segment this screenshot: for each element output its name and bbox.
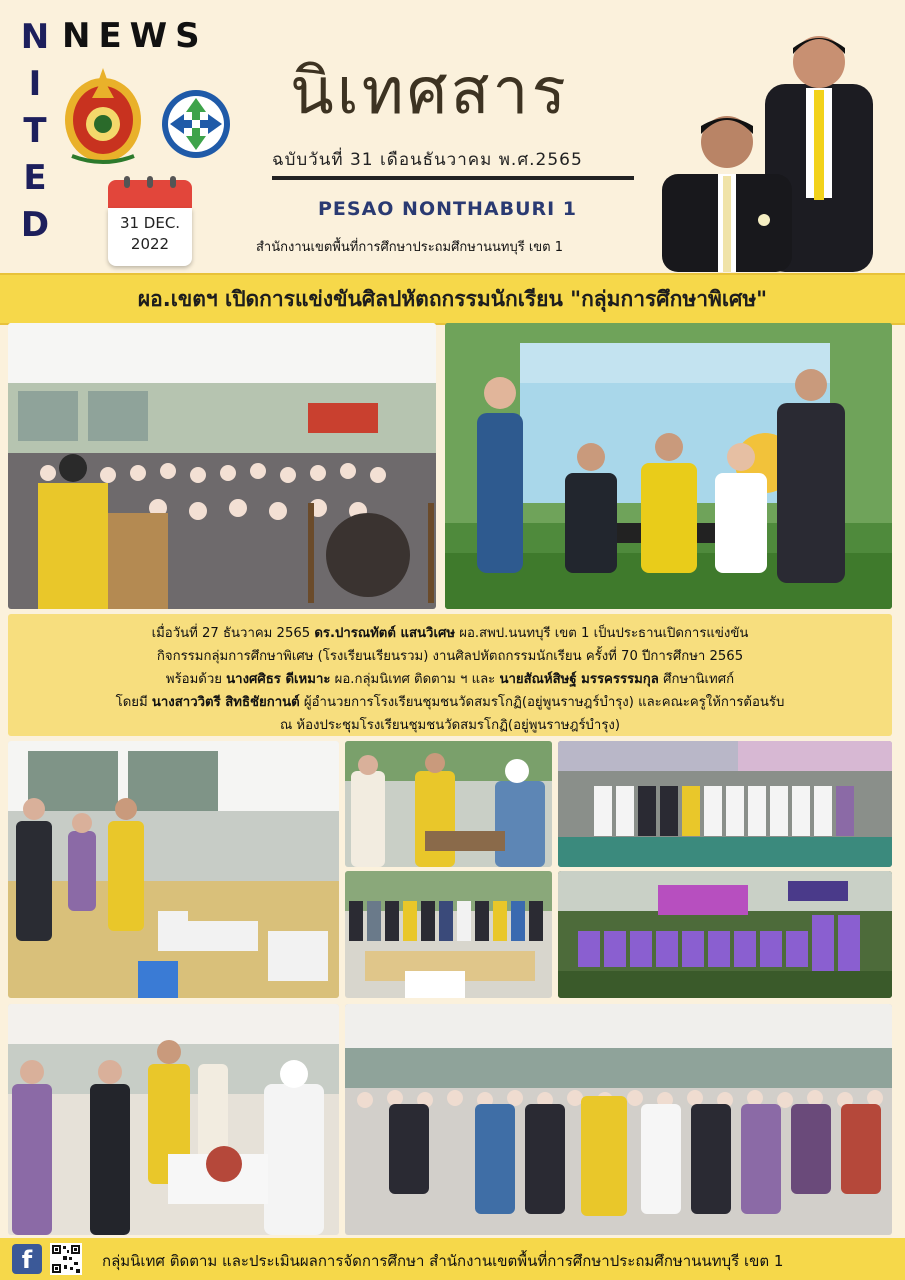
calendar-date: 31 DEC.: [119, 214, 181, 232]
photo-classroom-visit: [8, 741, 339, 998]
photo-big-group: [345, 1004, 892, 1235]
photo-students-lineup: [558, 741, 892, 867]
arrows-round-logo: [160, 88, 232, 160]
director-name: นางศศิธร ดีเหมาะ: [226, 672, 331, 687]
photo-students-purple: [558, 871, 892, 998]
body-text: กิจกรรมกลุ่มการศึกษาพิเศษ (โรงเรียนเรียนรวม) งานศิลปหัตถกรรมนักเรียน ครั้งที่ 70 ปีการศึกษา 2565: [156, 649, 744, 664]
body-line-4: [8, 691, 892, 712]
obec-emblem-logo: [62, 68, 144, 166]
chairman-name: ดร.ปารณทัตต์ แสนวิเศษ: [314, 626, 456, 641]
qr-code-icon[interactable]: [50, 1243, 82, 1275]
body-text: พร้อมด้วย: [165, 672, 227, 687]
school-director-name: นางสาววิตรี สิทธิชัยกานต์: [151, 695, 300, 710]
facebook-icon[interactable]: f: [12, 1244, 42, 1274]
org-name-en: PESAO NONTHABURI 1: [318, 198, 578, 220]
footer-text: กลุ่มนิเทศ ติดตาม และประเมินผลการจัดการศึกษา สำนักงานเขตพื้นที่การศึกษาประถมศึกษานนทบุรี เขต 1: [102, 1252, 784, 1270]
body-line-3: [8, 668, 892, 689]
letter-i: I: [28, 64, 42, 104]
supervisor-name: นายสัณห์สิษฐ์ มรรครรรมกุล: [499, 672, 659, 687]
headline-band: [0, 273, 905, 325]
letter-d: D: [20, 205, 50, 245]
body-text: ณ ห้องประชุมโรงเรียนชุมชนวัดสมรโกฏิ(อยู่พูนราษฎร์บำรุง): [280, 718, 620, 733]
issue-date: ฉบับวันที่ 31 เดือนธันวาคม พ.ศ.2565: [272, 150, 583, 170]
photo-cooking-demo: [345, 741, 552, 867]
calendar-icon: [108, 180, 192, 266]
headline-text: ผอ.เขตฯ เปิดการแข่งขันศิลปหัตถกรรมนักเรียน "กลุ่มการศึกษาพิเศษ": [137, 287, 768, 311]
body-line-1: [8, 622, 892, 643]
newsletter-title: นิเทศสาร: [290, 55, 569, 129]
footer-bar: [0, 1238, 905, 1280]
body-text: ผอ.สพป.นนทบุรี เขต 1 เป็นประธานเปิดการแข่งขัน: [455, 626, 749, 641]
body-text: เมื่อวันที่ 27 ธันวาคม 2565: [151, 626, 315, 641]
officials-portrait: [660, 24, 895, 272]
news-word: NEWS: [62, 16, 208, 56]
letter-n: N: [20, 17, 50, 57]
article-body: [8, 614, 892, 736]
photo-hall-opening: [8, 323, 436, 609]
photo-group-stage: [445, 323, 892, 609]
body-line-2: [8, 645, 892, 666]
letter-t: T: [23, 111, 47, 151]
body-text: ผู้อำนวยการโรงเรียนชุมชนวัดสมรโกฏิ(อยู่พูนราษฎร์บำรุง) และคณะครูให้การต้อนรับ: [299, 695, 785, 710]
letter-e: E: [23, 158, 47, 198]
body-text: ศึกษานิเทศก์: [658, 672, 735, 687]
photo-kitchen-activity: [8, 1004, 339, 1235]
nited-vertical-letters: [20, 17, 50, 255]
title-divider: [272, 176, 634, 180]
org-name-th: สำนักงานเขตพื้นที่การศึกษาประถมศึกษานนทบุรี เขต 1: [256, 240, 564, 255]
body-text: โดยมี: [115, 695, 152, 710]
calendar-year: 2022: [130, 235, 170, 253]
body-text: ผอ.กลุ่มนิเทศ ติดตาม ฯ และ: [330, 672, 500, 687]
body-line-5: [8, 714, 892, 735]
photo-teachers-group: [345, 871, 552, 998]
